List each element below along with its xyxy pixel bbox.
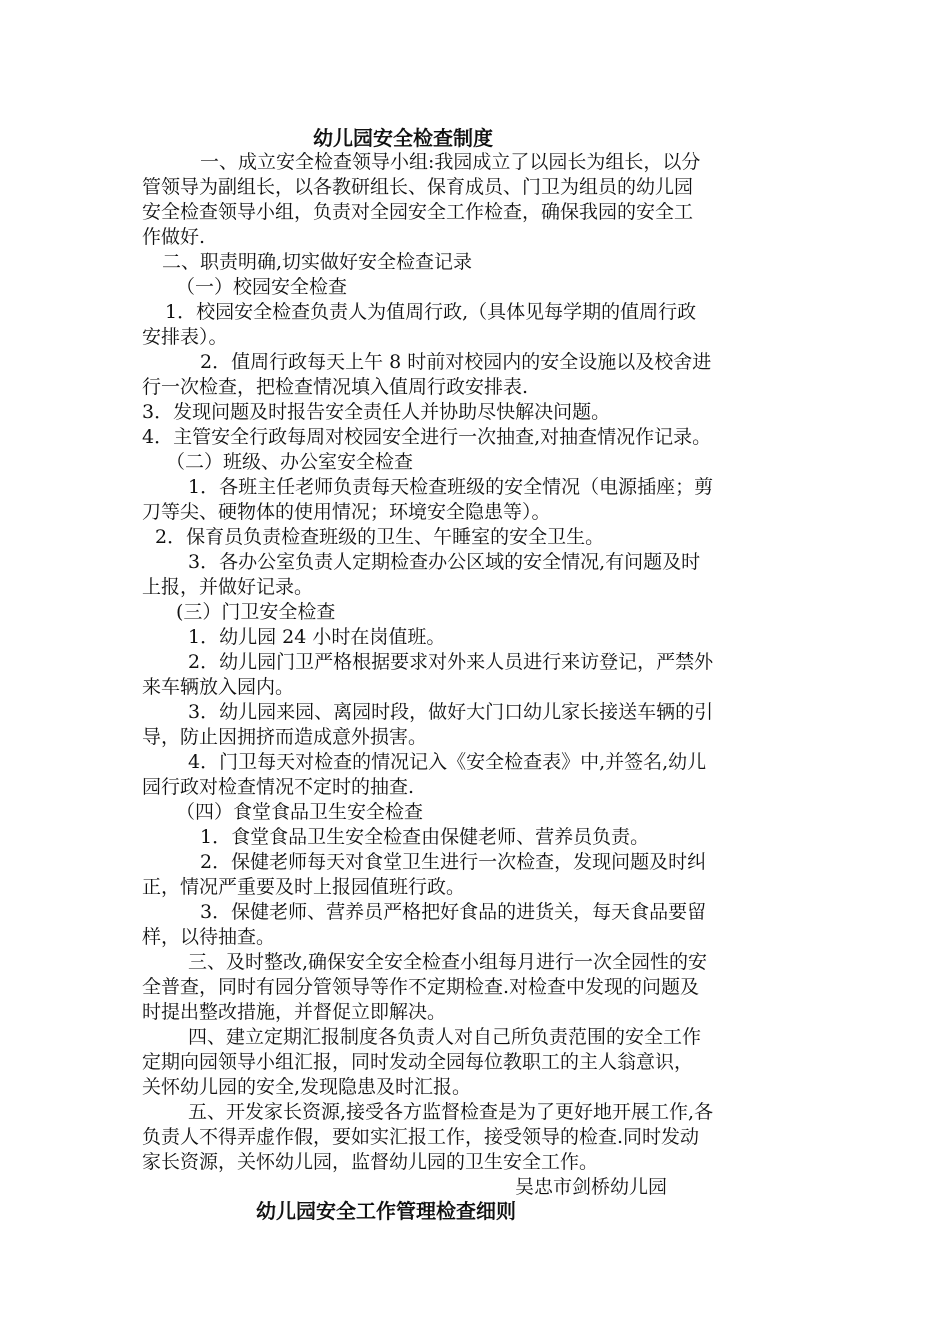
subsection-heading: (三）门卫安全检查 (176, 601, 336, 623)
text-line: 负责人不得弄虚作假，要如实汇报工作，接受领导的检查.同时发动 (142, 1126, 700, 1148)
text-line: 2．值周行政每天上午 8 时前对校园内的安全设施以及校舍进 (200, 351, 712, 373)
text-line: 1．幼儿园 24 小时在岗值班。 (188, 626, 446, 648)
text-line: 安全检查领导小组，负责对全园安全工作检查，确保我园的安全工 (142, 201, 694, 223)
text-line: 上报，并做好记录。 (142, 576, 314, 598)
section-heading: 二、职责明确,切实做好安全检查记录 (162, 251, 473, 273)
text-line: 来车辆放入园内。 (142, 676, 295, 698)
text-line: 3．各办公室负责人定期检查办公区域的安全情况,有问题及时 (188, 551, 701, 573)
section-heading: 四、建立定期汇报制度各负责人对自己所负责范围的安全工作 (188, 1026, 702, 1048)
text-line: 样，以待抽查。 (142, 926, 276, 948)
text-line: 关怀幼儿园的安全,发现隐患及时汇报。 (142, 1076, 472, 1098)
text-line: 1．食堂食品卫生安全检查由保健老师、营养员负责。 (200, 826, 650, 848)
text-line: 全普查，同时有园分管领导等作不定期检查.对检查中发现的问题及 (142, 976, 700, 998)
document-subtitle: 幼儿园安全工作管理检查细则 (256, 1199, 516, 1223)
signature-organization: 吴忠市剑桥幼儿园 (515, 1176, 668, 1198)
text-line: 家长资源，关怀幼儿园，监督幼儿园的卫生安全工作。 (142, 1151, 599, 1173)
text-line: 2．保育员负责检查班级的卫生、午睡室的安全卫生。 (155, 526, 605, 548)
text-line: 2．幼儿园门卫严格根据要求对外来人员进行来访登记，严禁外 (188, 651, 714, 673)
text-line: 管领导为副组长，以各教研组长、保育成员、门卫为组员的幼儿园 (142, 176, 694, 198)
text-line: 定期向园领导小组汇报，同时发动全园每位教职工的主人翁意识， (142, 1051, 694, 1073)
text-line: 3．保健老师、营养员严格把好食品的进货关，每天食品要留 (200, 901, 707, 923)
subsection-heading: （四）食堂食品卫生安全检查 (176, 801, 424, 823)
subsection-heading: （二）班级、办公室安全检查 (166, 451, 414, 473)
text-line: 1．校园安全检查负责人为值周行政,（具体见每学期的值周行政 (165, 301, 697, 323)
text-line: 导，防止因拥挤而造成意外损害。 (142, 726, 428, 748)
section-heading: 五、开发家长资源,接受各方监督检查是为了更好地开展工作,各 (188, 1101, 714, 1123)
section-heading: 三、及时整改,确保安全安全检查小组每月进行一次全园性的安 (188, 951, 708, 973)
text-line: 安排表）。 (142, 326, 228, 348)
text-line: 4．主管安全行政每周对校园安全进行一次抽查,对抽查情况作记录。 (142, 426, 712, 448)
document-title: 幼儿园安全检查制度 (313, 126, 493, 150)
text-line: 行一次检查，把检查情况填入值周行政安排表. (142, 376, 529, 398)
text-line: 一、成立安全检查领导小组:我园成立了以园长为组长，以分 (200, 151, 701, 173)
text-line: 3．发现问题及时报告安全责任人并协助尽快解决问题。 (142, 401, 611, 423)
text-line: 园行政对检查情况不定时的抽查. (142, 776, 415, 798)
text-line: 2．保健老师每天对食堂卫生进行一次检查，发现问题及时纠 (200, 851, 707, 873)
text-line: 3．幼儿园来园、离园时段，做好大门口幼儿家长接送车辆的引 (188, 701, 714, 723)
text-line: 正，情况严重要及时上报园值班行政。 (142, 876, 466, 898)
text-line: 时提出整改措施，并督促立即解决。 (142, 1001, 447, 1023)
text-line: 1．各班主任老师负责每天检查班级的安全情况（电源插座；剪 (188, 476, 714, 498)
subsection-heading: （一）校园安全检查 (176, 276, 348, 298)
text-line: 作做好. (142, 226, 206, 248)
text-line: 4．门卫每天对检查的情况记入《安全检查表》中,并签名,幼儿 (188, 751, 707, 773)
text-line: 刀等尖、硬物体的使用情况；环境安全隐患等）。 (142, 501, 551, 523)
